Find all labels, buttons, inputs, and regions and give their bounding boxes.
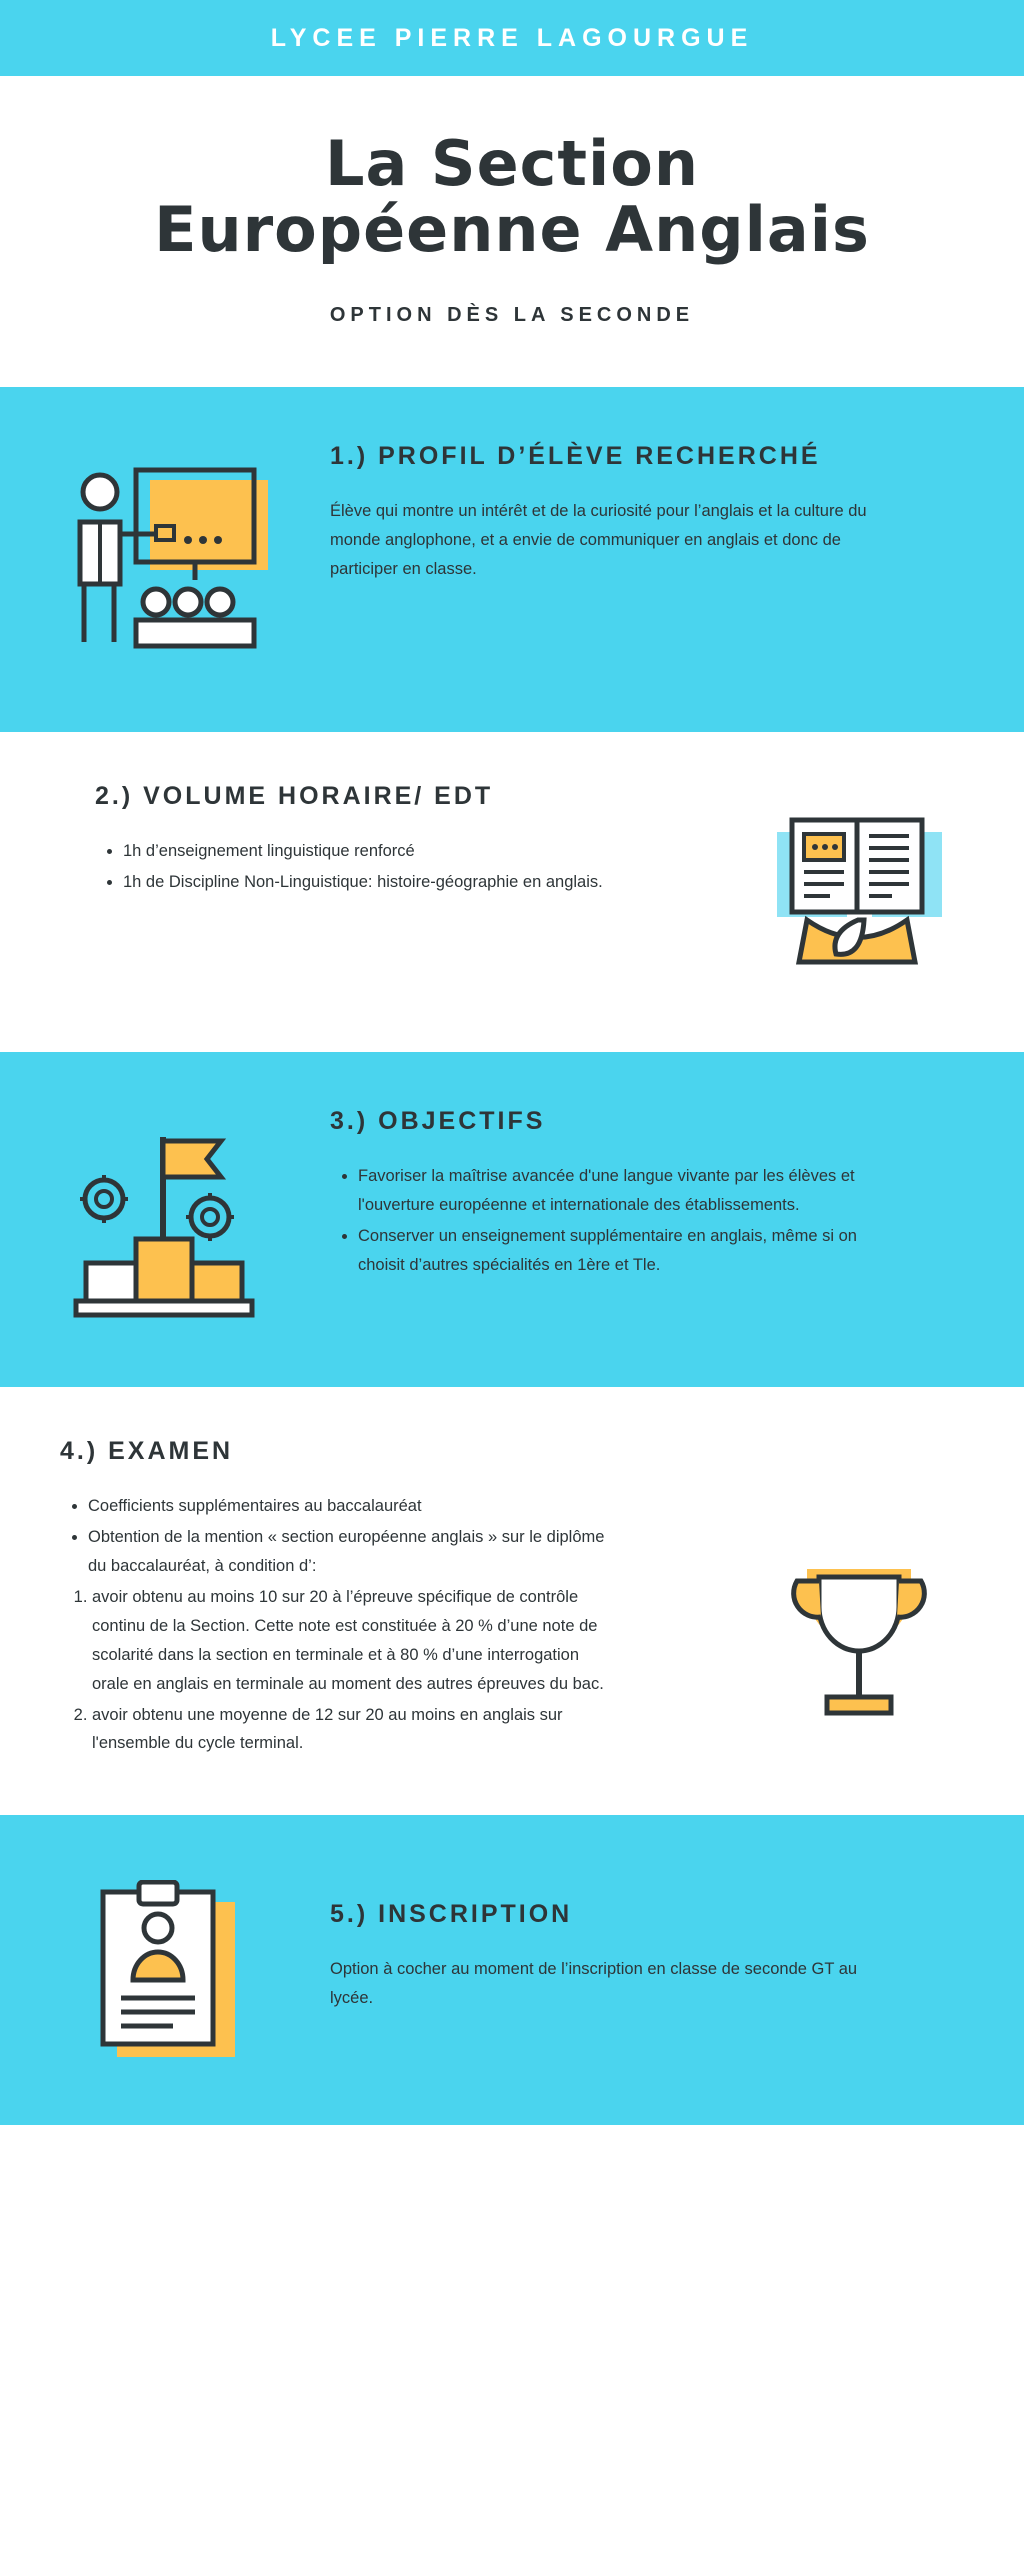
section-volume-horaire	[0, 732, 1024, 1052]
page-title-line-2: Européenne Anglais	[154, 192, 870, 266]
title-block	[0, 76, 1024, 387]
list-item: 1. avoir obtenu au moins 10 sur 20 à l’épreuve spécifique de contrôle continu de la Section. Cette note est constituée à 20 % d’une note de scolarité dans la section en terminale et à 80 % d’une interrogation orale en anglais en terminale au moment des autres épreuves du bac.	[92, 1583, 620, 1699]
section-volume-horaire-list	[95, 837, 654, 897]
open-book-icon	[694, 782, 1024, 992]
section-objectifs-content	[330, 1107, 1024, 1282]
section-examen-numbered-list	[60, 1583, 620, 1758]
section-profil-text: Élève qui montre un intérêt et de la curiosité pour l’anglais et la culture du monde anglophone, et a envie de communiquer en anglais et donc de participer en classe.	[330, 502, 867, 579]
list-item: • 1h de Discipline Non-Linguistique: histoire-géographie en anglais.	[123, 868, 654, 897]
section-volume-horaire-heading: 2.) VOLUME HORAIRE/ EDT	[95, 782, 494, 811]
section-examen-content	[0, 1437, 694, 1760]
section-objectifs-list	[330, 1162, 890, 1280]
list-item: • Coefficients supplémentaires au baccalauréat	[88, 1492, 620, 1521]
section-objectifs	[0, 1052, 1024, 1387]
section-examen-heading: 4.) EXAMEN	[60, 1437, 234, 1466]
page-subtitle: OPTION DÈS LA SECONDE	[329, 304, 695, 327]
list-item: 2. avoir obtenu une moyenne de 12 sur 20 au moins en anglais sur l'ensemble du cycle terminal.	[92, 1701, 620, 1759]
page-title-line-1: La Section	[324, 127, 699, 200]
section-examen-list	[60, 1492, 620, 1581]
section-profil-content	[330, 442, 1024, 584]
list-item: • Conserver un enseignement supplémentaire en anglais, même si on choisit d’autres spécialités en 1ère et Tle.	[358, 1222, 890, 1280]
clipboard-person-icon	[0, 1860, 330, 2070]
section-inscription-content	[330, 1860, 1024, 2013]
list-item: • Favoriser la maîtrise avancée d'une langue vivante par les élèves et l'ouverture européenne et internationale des établissements.	[358, 1162, 890, 1220]
section-inscription	[0, 1815, 1024, 2125]
teacher-presentation-icon	[0, 442, 330, 672]
section-profil	[0, 387, 1024, 732]
podium-flag-icon	[0, 1107, 330, 1327]
list-item: • Obtention de la mention « section européenne anglais » sur le diplôme du baccalauréat, à condition d’:	[88, 1523, 620, 1581]
section-inscription-heading: 5.) INSCRIPTION	[330, 1900, 573, 1929]
section-inscription-text: Option à cocher au moment de l’inscription en classe de seconde GT au lycée.	[330, 1960, 858, 2008]
trophy-icon	[694, 1437, 1024, 1747]
section-profil-heading: 1.) PROFIL D’ÉLÈVE RECHERCHÉ	[330, 442, 821, 471]
top-banner	[0, 0, 1024, 76]
school-name: LYCEE PIERRE LAGOURGUE	[270, 23, 754, 52]
section-volume-horaire-content	[0, 782, 694, 899]
section-objectifs-heading: 3.) OBJECTIFS	[330, 1107, 546, 1136]
list-item: • 1h d’enseignement linguistique renforcé	[123, 837, 654, 866]
section-examen	[0, 1387, 1024, 1815]
